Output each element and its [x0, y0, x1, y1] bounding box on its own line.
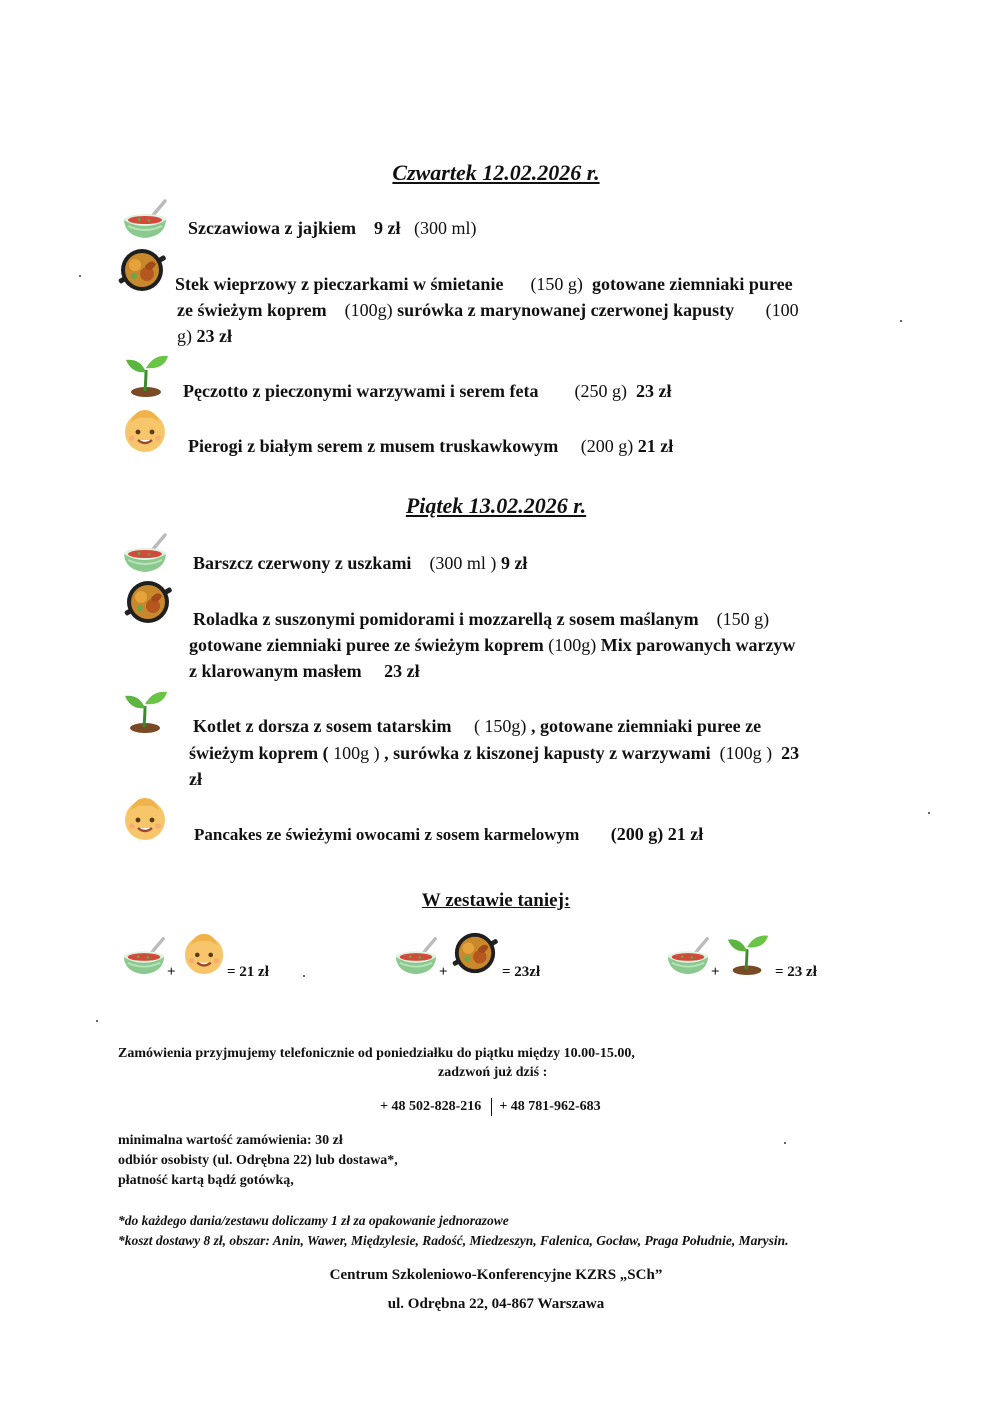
delivery-note: *koszt dostawy 8 zł, obszar: Anin, Wawer, Międzylesie, Radość, Miedzeszyn, Falenica, Gocław, Praga Południe, Marysin.	[118, 1233, 789, 1248]
speck	[96, 1020, 98, 1022]
set3-price: = 23 zł	[775, 964, 817, 980]
min-order: minimalna wartość zamówienia: 30 zł	[118, 1133, 343, 1148]
soup-bowl-icon	[121, 196, 169, 244]
phone-divider	[491, 1098, 492, 1116]
friday-main-line2: gotowane ziemniaki puree ze świeżym koprem (100g) Mix parowanych warzyw	[189, 635, 796, 655]
seedling-icon	[121, 686, 169, 734]
thursday-title: Czwartek 12.02.2026 r.	[392, 160, 600, 185]
set2-price: = 23zł	[502, 964, 541, 980]
friday-fish-line1: Kotlet z dorsza z sosem tatarskim ( 150g) , gotowane ziemniaki puree ze	[193, 716, 762, 736]
plus-sign: +	[711, 964, 720, 980]
friday-main-line3: z klarowanym masłem 23 zł	[189, 661, 420, 681]
pan-food-icon	[118, 246, 166, 294]
thursday-main-line3: g) 23 zł	[177, 326, 232, 346]
packaging-note: *do każdego dania/zestawu doliczamy 1 zł za opakowanie jednorazowe	[118, 1213, 509, 1228]
center-name: Centrum Szkoleniowo-Konferencyjne KZRS „SCh”	[329, 1267, 663, 1283]
thursday-main-line2: ze świeżym koprem (100g) surówka z marynowanej czerwonej kapusty (100	[177, 300, 799, 320]
soup-bowl-icon	[121, 530, 169, 578]
payment-info: płatność kartą bądź gotówką,	[118, 1173, 294, 1188]
phone-1[interactable]: + 48 502-828-216	[380, 1099, 482, 1115]
baby-face-icon	[121, 794, 169, 842]
speck	[303, 975, 305, 977]
friday-fish-line2: świeżym koprem ( 100g ) , surówka z kiszonej kapusty z warzywami (100g ) 23	[189, 743, 800, 763]
phone-numbers	[380, 1098, 601, 1116]
friday-soup: Barszcz czerwony z uszkami (300 ml ) 9 zł	[193, 553, 528, 573]
baby-face-icon	[181, 930, 227, 976]
baby-face-icon	[121, 406, 169, 454]
speck	[784, 1142, 786, 1144]
center-address: ul. Odrębna 22, 04-867 Warszawa	[387, 1296, 605, 1312]
set1-price: = 21 zł	[227, 964, 269, 980]
friday-fish-line3: zł	[189, 769, 202, 789]
speck	[928, 812, 930, 814]
friday-main-line1: Roladka z suszonymi pomidorami i mozzarellą z sosem maślanym (150 g)	[193, 609, 770, 629]
phone-2[interactable]: + 48 781-962-683	[499, 1099, 601, 1115]
orders-info: Zamówienia przyjmujemy telefonicznie od poniedziałku do piątku między 10.00-15.00,	[118, 1046, 635, 1061]
friday-kids: Pancakes ze świeżymi owocami z sosem karmelowym (200 g) 21 zł	[194, 824, 704, 844]
friday-title: Piątek 13.02.2026 r.	[405, 493, 587, 518]
thursday-veg: Pęczotto z pieczonymi warzywami i serem feta (250 g) 23 zł	[183, 381, 672, 401]
pickup-info: odbiór osobisty (ul. Odrębna 22) lub dostawa*,	[118, 1153, 398, 1168]
speck	[900, 320, 902, 322]
seedling-icon	[724, 930, 770, 976]
soup-bowl-icon	[393, 934, 439, 980]
seedling-icon	[122, 350, 170, 398]
speck	[79, 275, 81, 277]
thursday-soup: Szczawiowa z jajkiem 9 zł (300 ml)	[188, 218, 477, 238]
plus-sign: +	[439, 964, 448, 980]
pan-food-icon	[452, 930, 498, 976]
pan-food-icon	[124, 578, 172, 626]
plus-sign: +	[167, 964, 176, 980]
call-now: zadzwoń już dziś :	[438, 1065, 548, 1080]
thursday-kids: Pierogi z białym serem z musem truskawkowym (200 g) 21 zł	[188, 436, 674, 456]
soup-bowl-icon	[665, 934, 711, 980]
sets-title: W zestawie taniej:	[421, 890, 571, 911]
thursday-main-line1: Stek wieprzowy z pieczarkami w śmietanie (150 g) gotowane ziemniaki puree	[175, 274, 793, 294]
soup-bowl-icon	[121, 934, 167, 980]
